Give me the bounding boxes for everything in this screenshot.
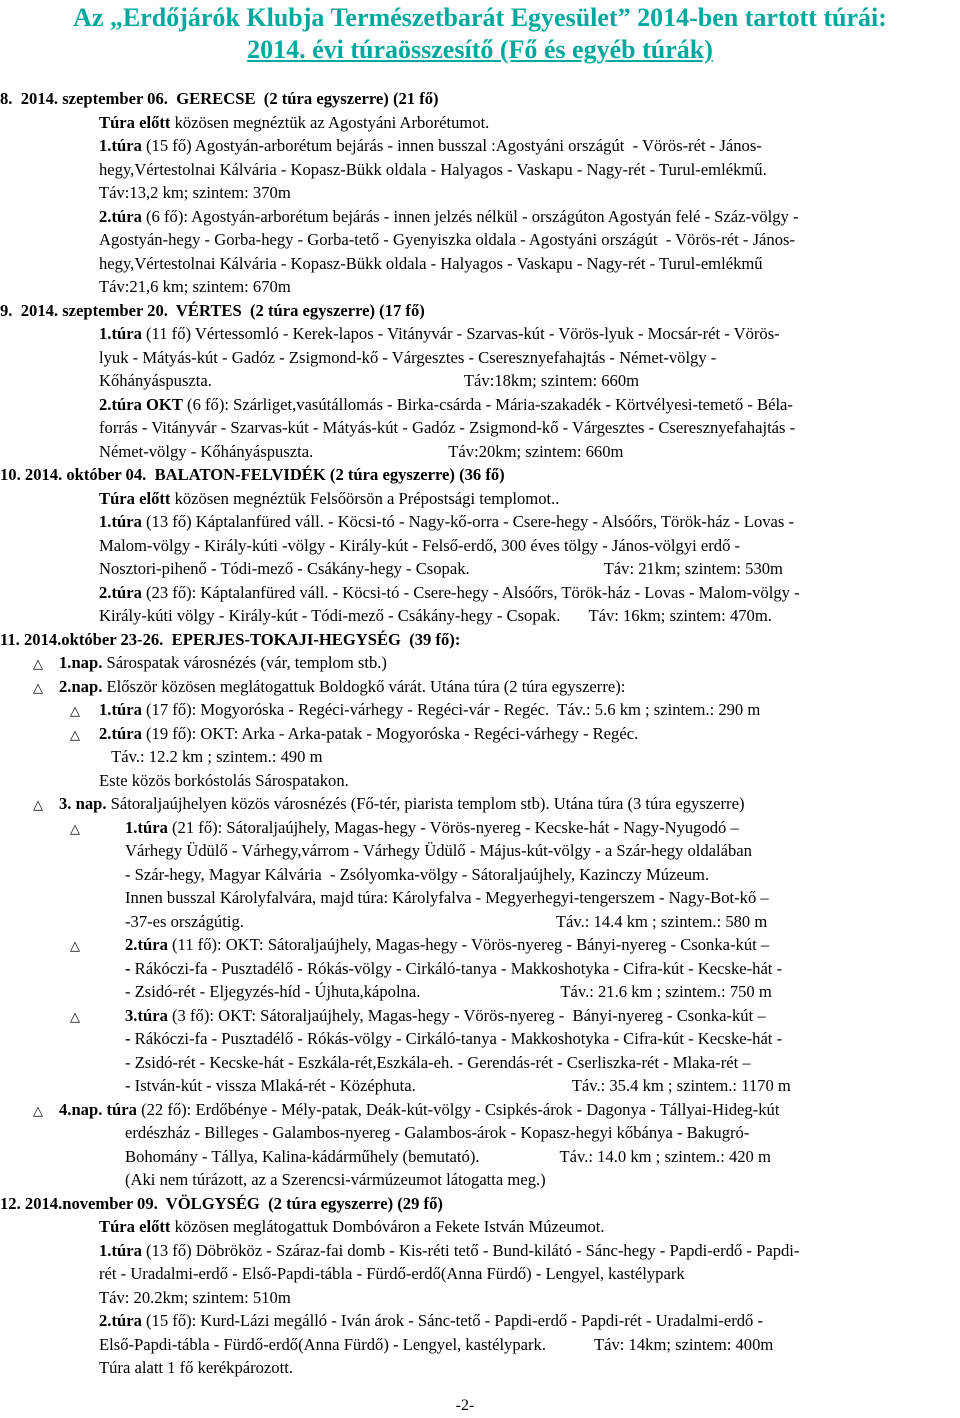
bold-text: 1.túra [99, 512, 142, 531]
text-line [0, 463, 960, 487]
text-line [0, 299, 960, 323]
text-line [0, 134, 960, 158]
text: Malom-völgy - Király-kúti -völgy - Király-kút - Felső-erdő, 300 éves tölgy - János-völgyi erdő - [99, 535, 741, 555]
bold-text: 8. 2014. szeptember 06. GERECSE (2 túra egyszerre) (21 fő) [0, 89, 439, 108]
text: (3 fő): OKT: Sátoraljaújhely, Magas-hegy - Vörös-nyereg - Bányi-nyereg - Csonka-kút – [167, 1005, 766, 1025]
bold-text: 1.túra [125, 817, 168, 837]
text-line [0, 675, 960, 699]
text: (Aki nem túrázott, az a Szerencsi-vármúzeumot látogatta meg.) [125, 1170, 546, 1189]
text: lyuk - Mátyás-kút - Gadóz - Zsigmond-kő - Várgesztes - Cseresznyefahajtás - Német-völgy - [99, 347, 717, 367]
text-line [0, 769, 960, 793]
text: Rákóczi-fa - Pusztadélő - Rókás-völgy - Cirkáló-tanya - Makkoshotyka - Cifra-kút - Kecske-hát - [130, 1029, 783, 1048]
text: (13 fő) Döbrököz - Száraz-fai domb - Kis-réti tető - Bund-kilátó - Sánc-hegy - Papdi-erdő - Papdi- [141, 1240, 800, 1260]
text: (21 fő): Sátoraljaújhely, Magas-hegy - Vörös-nyereg - Kecske-hát - Nagy-Nyugodó – [167, 817, 739, 837]
text-line [0, 1239, 960, 1263]
text: Király-kúti völgy - Király-kút - Tódi-mező - Csákány-hegy - Csopak. [99, 606, 561, 625]
text-line [0, 698, 960, 722]
text: Sátoraljaújhelyen közös városnézés (Fő-tér, piarista templom stb). Utána túra (3 túra egyszerre) [106, 794, 745, 813]
climber-icon: △ [33, 1103, 43, 1119]
climber-icon: △ [33, 798, 43, 813]
text: Bohomány - Tállya, Kalina-kádárműhely (bemutató). [125, 1146, 480, 1166]
climber-icon: △ [33, 657, 43, 672]
text-line [0, 1356, 960, 1380]
text-line [0, 745, 960, 769]
text-line [0, 158, 960, 182]
text: Táv.: 21.6 km ; szintem.: 750 m [560, 982, 772, 1001]
bold-text: Túra előtt [99, 1217, 171, 1236]
text-line [0, 863, 960, 887]
text: Táv: 14km; szintem: 400m [594, 1334, 774, 1354]
text: Este közös borkóstolás Sárospatakon. [99, 770, 349, 790]
text-line [0, 1051, 960, 1075]
text-line [0, 604, 960, 628]
bold-text: 4.nap. túra [59, 1099, 137, 1119]
bold-text: 1.túra [99, 700, 142, 719]
text-line [0, 87, 960, 111]
bold-text: 1.túra [99, 324, 142, 343]
text: közösen megnéztük az Agostyáni Arborétumot. [170, 112, 490, 132]
climber-icon: △ [70, 939, 80, 954]
bold-text: 2.nap. [59, 676, 103, 696]
text: Táv: 16km; szintem: 470m. [588, 606, 772, 625]
bold-text: 10. 2014. október 04. BALATON-FELVIDÉK (2 túra egyszerre) (36 fő) [0, 465, 505, 484]
text: (13 fő) Káptalanfüred váll. - Köcsi-tó - Nagy-kő-orra - Csere-hegy - Alsóőrs, Török-ház - Lovas - [141, 512, 795, 531]
bold-text: 3.túra [125, 1005, 168, 1025]
text: (6 fő): Agostyán-arborétum bejárás - innen jelzés nélkül - országúton Agostyán felé - Száz-völgy - [141, 206, 799, 226]
text: forrás - Vitányvár - Szarvas-kút - Mátyás-kút - Gadóz - Zsigmond-kő - Várgesztes - Cseresznyefahajtás - [99, 418, 796, 437]
text: Táv.: 14.0 km ; szintem.: 420 m [559, 1146, 771, 1166]
text-line [0, 346, 960, 370]
page-number: -2- [455, 1397, 475, 1414]
text: (15 fő): Kurd-Lázi megálló - Iván árok - Sánc-tető - Papdi-erdő - Papdi-rét - Uradalmi-erdő - [141, 1311, 763, 1330]
text: - Szár-hegy, Magyar Kálvária - Zsólyomka-völgy - Sátoraljaújhely, Kazinczy Múzeum. [125, 864, 710, 884]
text: Táv: 20.2km; szintem: 510m [99, 1287, 291, 1307]
text-line [0, 839, 960, 863]
text: erdészház - Billeges - Galambos-nyereg - Galambos-árok - Kopasz-hegyi kőbánya - Bakugró- [125, 1123, 750, 1142]
text-line [0, 628, 960, 652]
text-line [0, 1192, 960, 1216]
bold-text: Túra előtt [99, 488, 171, 508]
text: Nosztori-pihenő - Tódi-mező - Csákány-hegy - Csopak. [99, 559, 470, 578]
text: Először közösen meglátogattuk Boldogkő várát. Utána túra (2 túra egyszerre): [102, 676, 626, 696]
text-line [0, 1145, 960, 1169]
text-line [0, 1262, 960, 1286]
bold-text: - [125, 1029, 131, 1048]
text: hegy,Vértestolnai Kálvária - Kopasz-Bükk oldala - Halyagos - Vaskapu - Nagy-rét - Turul-emlékmű [99, 253, 763, 273]
bold-text: 2.túra [99, 206, 142, 226]
text: Táv:21,6 km; szintem: 670m [99, 277, 291, 296]
text-line [0, 886, 960, 910]
text-line [0, 957, 960, 981]
climber-icon: △ [70, 704, 80, 719]
text: (22 fő): Erdőbénye - Mély-patak, Deák-kút-völgy - Csipkés-árok - Dagonya - Tállyai-Hideg-kút [136, 1099, 780, 1119]
title-line-2: 2014. évi túraösszesítő (Fő és egyéb túrák) [247, 35, 713, 64]
bold-text: 3. nap. [59, 794, 107, 813]
text: (23 fő): Káptalanfüred váll. - Köcsi-tó - Csere-hegy - Alsóőrs, Török-ház - Lovas - Malom-völgy - [141, 582, 800, 602]
bold-text: 1.nap. [59, 653, 103, 672]
text: - István-kút - vissza Mlaká-rét - Középhuta. [125, 1076, 416, 1095]
title-line-1: Az „Erdőjárók Klubja Természetbarát Egyesület” 2014-ben tartott túrái: [73, 3, 887, 32]
text-line [0, 510, 960, 534]
text: Várhegy Üdülő - Várhegy,várrom - Várhegy Üdülő - Május-kút-völgy - a Szár-hegy oldalában [125, 841, 752, 860]
text-line [0, 1286, 960, 1310]
bold-text: 2.túra [99, 723, 142, 743]
text-line [0, 816, 960, 840]
text-line [0, 722, 960, 746]
text-line [0, 792, 960, 816]
text-line [0, 181, 960, 205]
document-title [0, 2, 960, 66]
text: Sárospatak városnézés (vár, templom stb.) [102, 653, 387, 672]
text: Táv.: 12.2 km ; szintem.: 490 m [99, 747, 323, 766]
text: Táv.: 14.4 km ; szintem.: 580 m [555, 911, 768, 931]
bold-text: 2.túra [99, 1311, 142, 1330]
text-line [0, 275, 960, 299]
text: hegy,Vértestolnai Kálvária - Kopasz-Bükk oldala - Halyagos - Vaskapu - Nagy-rét - Turul-emlékmű. [99, 159, 767, 179]
text-line [0, 534, 960, 558]
text: (15 fő) Agostyán-arborétum bejárás - innen busszal :Agostyáni országút - Vörös-rét - János- [141, 136, 762, 155]
text-line [0, 1098, 960, 1122]
text: (11 fő) Vértessomló - Kerek-lapos - Vitányvár - Szarvas-kút - Vörös-lyuk - Mocsár-rét - Vörös- [141, 324, 780, 343]
text: Innen busszal Károlyfalvára, majd túra: Károlyfalva - Megyerhegyi-tengerszem - Nagy-Bot-kő – [125, 888, 769, 907]
bold-text: 1.túra [99, 136, 142, 155]
text-line [0, 910, 960, 934]
text: Rákóczi-fa - Pusztadélő - Rókás-völgy - Cirkáló-tanya - Makkoshotyka - Cifra-kút - Kecske-hát - [130, 958, 783, 978]
bold-text: 12. 2014.november 09. VÖLGYSÉG (2 túra egyszerre) (29 fő) [0, 1193, 443, 1213]
text: - Zsidó-rét - Kecske-hát - Eszkála-rét,Eszkála-eh. - Gerendás-rét - Cserliszka-rét - Mlaka-rét – [125, 1052, 751, 1072]
bold-text: 2.túra OKT [99, 394, 183, 414]
text-line [0, 1027, 960, 1051]
text-line [0, 369, 960, 393]
text: - Zsidó-rét - Eljegyzés-híd - Újhuta,kápolna. [125, 982, 421, 1001]
text-line [0, 111, 960, 135]
text: Első-Papdi-tábla - Fürdő-erdő(Anna Fürdő) - Lengyel, kastélypark. [99, 1334, 546, 1354]
text-line [0, 440, 960, 464]
text-line [0, 933, 960, 957]
text: Agostyán-hegy - Gorba-hegy - Gorba-tető - Gyenyiszka oldala - Agostyáni országút - Vörös-rét - János- [99, 230, 795, 249]
bold-text: 2.túra [125, 935, 168, 954]
text-line [0, 1309, 960, 1333]
climber-icon: △ [33, 680, 43, 696]
climber-icon: △ [70, 1009, 80, 1025]
text-line [0, 1074, 960, 1098]
bold-text: Túra előtt [99, 112, 171, 132]
text: Kőhányáspuszta. [99, 371, 212, 390]
text: (11 fő): OKT: Sátoraljaújhely, Magas-hegy - Vörös-nyereg - Bányi-nyereg - Csonka-kút – [167, 935, 770, 954]
text: Táv.: 35.4 km ; szintem.: 1170 m [571, 1076, 791, 1095]
text-line [0, 1004, 960, 1028]
text: (17 fő): Mogyoróska - Regéci-várhegy - Regéci-vár - Regéc. Táv.: 5.6 km ; szintem.: 290 m [141, 700, 761, 719]
text-line [0, 651, 960, 675]
bold-text: 2.túra [99, 582, 142, 602]
text: közösen meglátogattuk Dombóváron a Fekete István Múzeumot. [170, 1217, 605, 1236]
text: Túra alatt 1 fő kerékpározott. [99, 1358, 293, 1377]
text: közösen megnéztük Felsőörsön a Prépostsági templomot.. [170, 488, 560, 508]
text: (6 fő): Szárliget,vasútállomás - Birka-csárda - Mária-szakadék - Körtvélyesi-temető - Béla- [182, 394, 793, 414]
text: (19 fő): OKT: Arka - Arka-patak - Mogyoróska - Regéci-várhegy - Regéc. [141, 723, 639, 743]
text: Táv:13,2 km; szintem: 370m [99, 183, 291, 202]
text-line [0, 1168, 960, 1192]
text-line [0, 393, 960, 417]
text-line [0, 581, 960, 605]
text-line [0, 557, 960, 581]
text-line [0, 1121, 960, 1145]
text: Német-völgy - Kőhányáspuszta. [99, 441, 314, 461]
bold-text: 1.túra [99, 1240, 142, 1260]
bold-text: 11. 2014.október 23-26. EPERJES-TOKAJI-HEGYSÉG (39 fő): [0, 629, 461, 649]
text-line [0, 416, 960, 440]
text-line [0, 980, 960, 1004]
text-line [0, 322, 960, 346]
text: Táv: 21km; szintem: 530m [603, 559, 783, 578]
text-line [0, 205, 960, 229]
text-line [0, 228, 960, 252]
text-line [0, 1333, 960, 1357]
text: rét - Uradalmi-erdő - Első-Papdi-tábla - Fürdő-erdő(Anna Fürdő) - Lengyel, kastélypark [99, 1264, 685, 1283]
bold-text: 9. 2014. szeptember 20. VÉRTES (2 túra egyszerre) (17 fő) [0, 300, 425, 320]
text: -37-es országútig. [125, 911, 244, 931]
text-line [0, 487, 960, 511]
text: Táv:18km; szintem: 660m [463, 371, 640, 390]
bold-text: - [125, 958, 131, 978]
climber-icon: △ [70, 821, 80, 837]
climber-icon: △ [70, 727, 80, 743]
text-line [0, 252, 960, 276]
text-line [0, 1215, 960, 1239]
tour-list [0, 87, 960, 1380]
text: Táv:20km; szintem: 660m [448, 441, 624, 461]
